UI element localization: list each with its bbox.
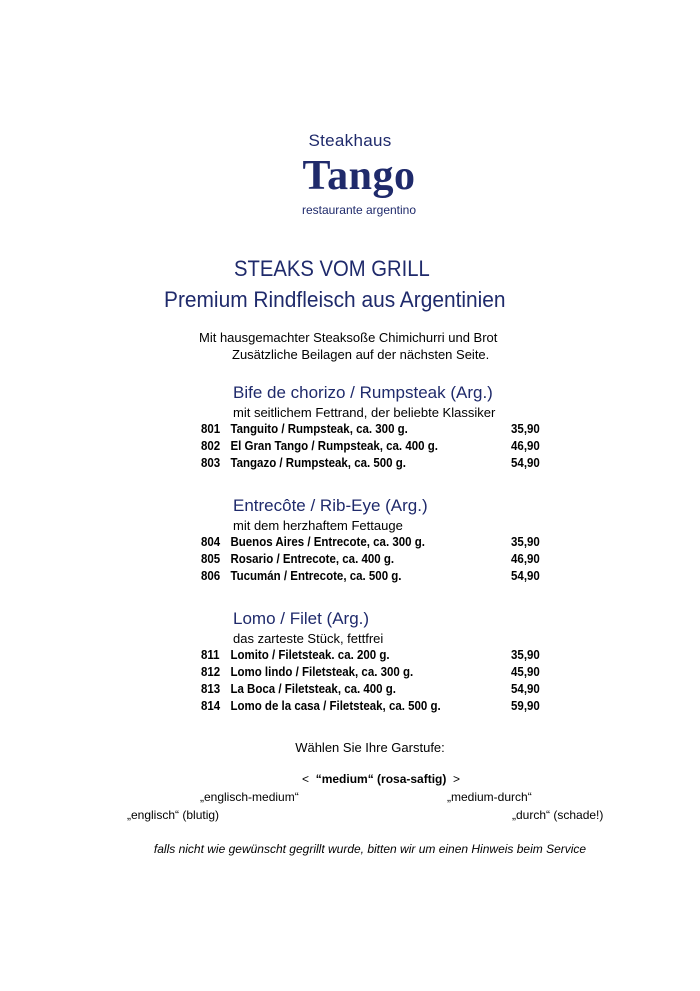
item-price: 35,90 (511, 422, 540, 436)
brand-top-text: Steakhaus (308, 131, 392, 150)
item-price: 46,90 (511, 552, 540, 566)
item-name: Rosario / Entrecote, ca. 400 g. (230, 552, 395, 566)
item-name: Lomito / Filetsteak. ca. 200 g. (230, 648, 390, 662)
menu-row (201, 439, 551, 456)
brand-subtitle: restaurante argentino (301, 203, 417, 217)
doneness-englisch: „englisch“ (blutig) (127, 808, 220, 822)
left-arrow: < (302, 772, 310, 786)
item-number: 811 (201, 648, 220, 662)
right-arrow: > (453, 772, 461, 786)
item-price: 35,90 (511, 535, 540, 549)
item-number: 801 (201, 422, 221, 436)
section-title-bife-de-chorizo: Bife de chorizo / Rumpsteak (Arg.) (233, 383, 493, 402)
section-title-lomo: Lomo / Filet (Arg.) (233, 609, 370, 628)
service-note: falls nicht wie gewünscht gegrillt wurde, bitten wir um einen Hinweis beim Service (153, 842, 587, 856)
item-price: 45,90 (511, 665, 540, 679)
section-desc-bife-de-chorizo: mit seitlichem Fettrand, der beliebte Klassiker (233, 405, 496, 420)
item-name: Lomo lindo / Filetsteak, ca. 300 g. (230, 665, 414, 679)
menu-row (201, 665, 551, 682)
doneness-medium-durch: „medium-durch“ (447, 790, 532, 804)
item-price: 54,90 (511, 569, 540, 583)
item-number: 805 (201, 552, 221, 566)
menu-row (201, 422, 551, 439)
menu-subheading: Premium Rindfleisch aus Argentinien (164, 287, 506, 312)
item-number: 804 (201, 535, 221, 549)
item-name: La Boca / Filetsteak, ca. 400 g. (230, 682, 396, 696)
section-desc-lomo: das zarteste Stück, fettfrei (233, 631, 384, 646)
item-price: 54,90 (511, 682, 540, 696)
menu-row (201, 552, 551, 569)
item-name: El Gran Tango / Rumpsteak, ca. 400 g. (230, 439, 438, 453)
item-name: Tanguito / Rumpsteak, ca. 300 g. (230, 422, 408, 436)
menu-list-bife-de-chorizo (201, 422, 581, 473)
item-number: 803 (201, 456, 221, 470)
menu-row (201, 699, 551, 716)
doneness-prompt: Wählen Sie Ihre Garstufe: (295, 740, 445, 755)
menu-row (201, 535, 551, 552)
menu-row (201, 682, 551, 699)
section-desc-entrecote: mit dem herzhaftem Fettauge (233, 518, 403, 533)
menu-heading: STEAKS VOM GRILL (234, 256, 430, 281)
item-number: 802 (201, 439, 221, 453)
menu-list-lomo (201, 648, 581, 716)
item-price: 46,90 (511, 439, 540, 453)
item-number: 806 (201, 569, 221, 583)
item-number: 812 (201, 665, 221, 679)
doneness-englisch-medium: „englisch-medium“ (200, 790, 299, 804)
doneness-durch: „durch“ (schade!) (512, 808, 604, 822)
item-price: 59,90 (511, 699, 540, 713)
item-name: Lomo de la casa / Filetsteak, ca. 500 g. (230, 699, 441, 713)
doneness-medium-line (302, 772, 460, 786)
intro-line-2: Zusätzliche Beilagen auf der nächsten Seite. (232, 347, 490, 362)
item-name: Tucumán / Entrecote, ca. 500 g. (230, 569, 402, 583)
menu-row (201, 569, 551, 586)
item-number: 813 (201, 682, 221, 696)
item-name: Buenos Aires / Entrecote, ca. 300 g. (230, 535, 425, 549)
item-number: 814 (201, 699, 221, 713)
doneness-medium: “medium“ (rosa-saftig) (315, 772, 447, 786)
brand-logo-name: Tango (302, 153, 416, 199)
menu-row (201, 648, 551, 665)
section-title-entrecote: Entrecôte / Rib-Eye (Arg.) (233, 496, 428, 515)
item-price: 35,90 (511, 648, 540, 662)
menu-row (201, 456, 551, 473)
item-name: Tangazo / Rumpsteak, ca. 500 g. (230, 456, 406, 470)
item-price: 54,90 (511, 456, 540, 470)
intro-line-1: Mit hausgemachter Steaksoße Chimichurri und Brot (199, 330, 498, 345)
menu-list-entrecote (201, 535, 581, 586)
